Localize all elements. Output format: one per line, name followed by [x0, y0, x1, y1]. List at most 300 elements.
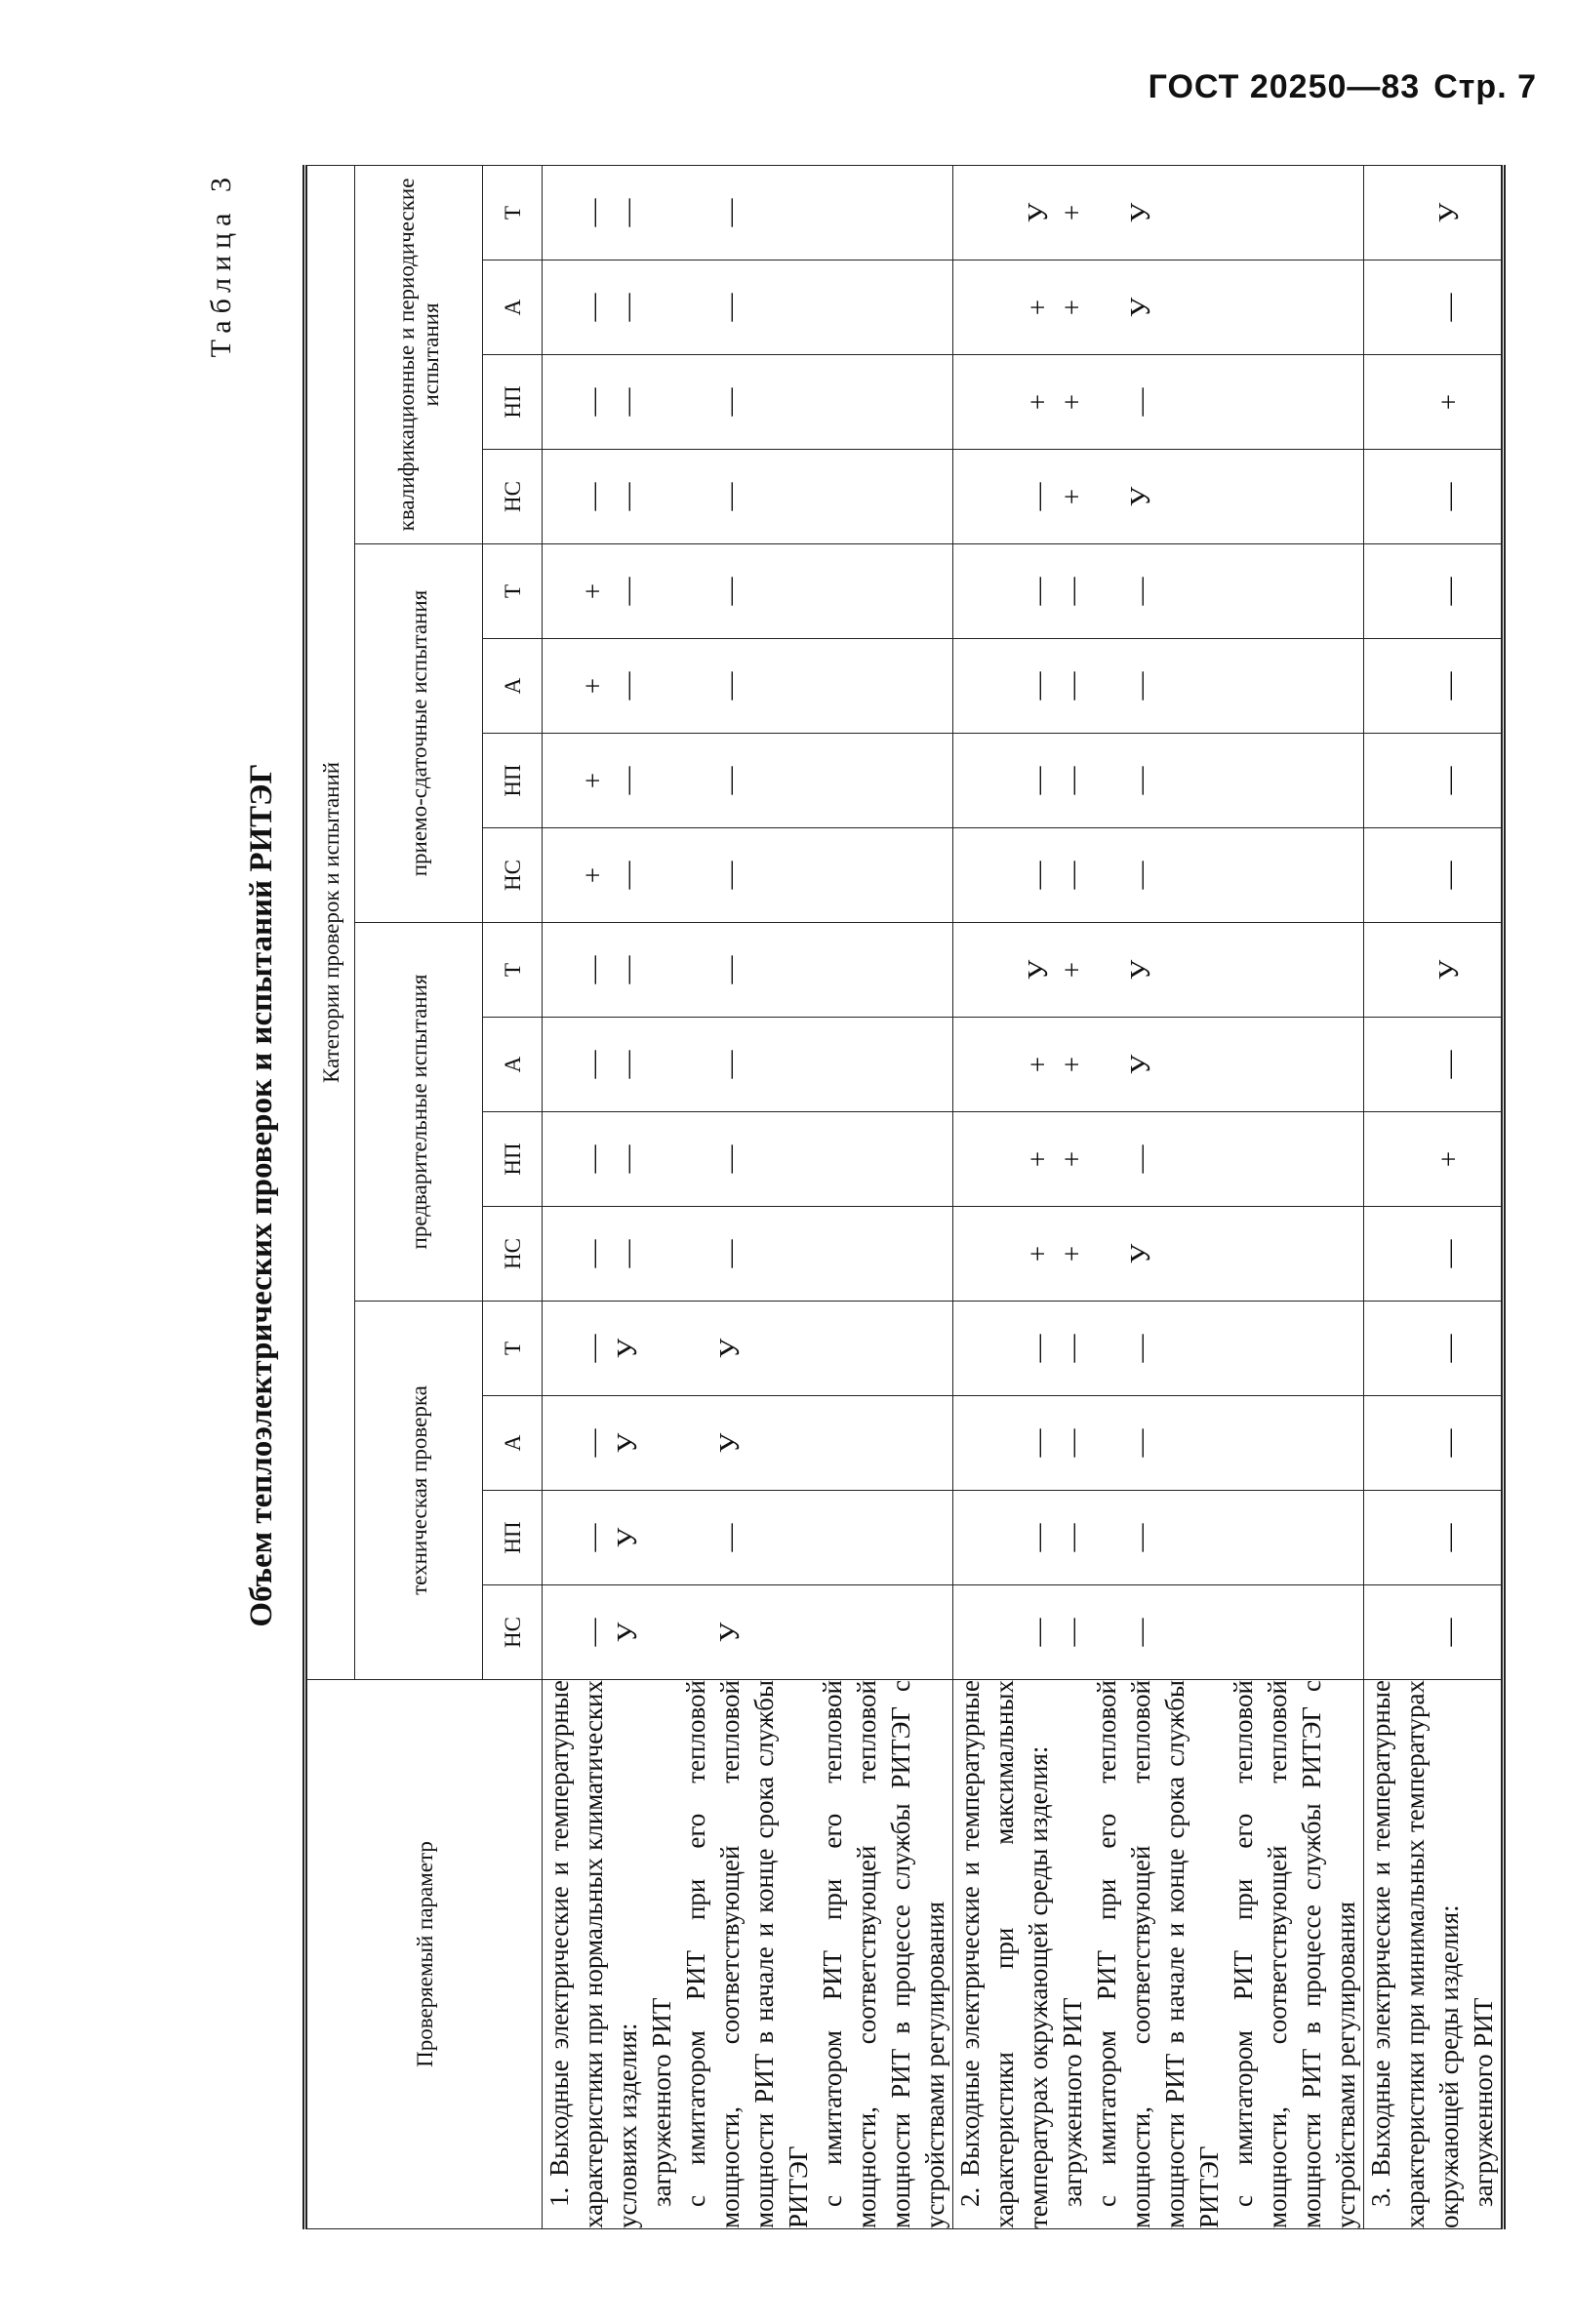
cell-mark: — [578, 387, 609, 417]
cell-mark: + [1023, 393, 1054, 411]
param-column-header: Проверяемый параметр [305, 1680, 543, 2229]
param-line: загруженного РИТ [647, 1997, 676, 2207]
table-row [953, 165, 1364, 2228]
cell-mark [988, 734, 1022, 827]
cell-mark [679, 639, 713, 733]
cell-mark [645, 1396, 679, 1490]
cell-mark [679, 1302, 713, 1395]
cell-mark: — [1433, 1239, 1465, 1268]
cell-mark [645, 355, 679, 449]
cell-mark: — [714, 1239, 746, 1268]
cell-mark: — [612, 387, 643, 417]
cell-mark: — [1433, 293, 1465, 322]
cell-mark [1090, 450, 1124, 543]
cell-mark [679, 166, 713, 260]
cell-mark: — [1125, 577, 1156, 606]
value-cell [953, 1491, 1364, 1585]
cell-mark [679, 1585, 713, 1679]
test-scope-table [302, 165, 1506, 2229]
cell-mark: — [1433, 482, 1465, 511]
cell-mark: — [1057, 1334, 1088, 1363]
cell-mark: — [578, 1050, 609, 1079]
cell-mark [679, 1112, 713, 1206]
cell-mark: — [1125, 1523, 1156, 1552]
param-cell [1364, 1680, 1504, 2229]
cell-mark [988, 450, 1022, 543]
cell-mark: — [1433, 766, 1465, 795]
subheader-cell: А [483, 260, 543, 355]
value-cell [543, 923, 953, 1018]
cell-mark: — [1433, 671, 1465, 701]
standard-number: ГОСТ 20250—83 [1148, 68, 1421, 105]
cell-mark: — [1125, 1334, 1156, 1363]
cell-mark: У [1125, 959, 1156, 981]
value-cell [1364, 1585, 1504, 1680]
value-cell [543, 1207, 953, 1302]
page-number: Стр. 7 [1433, 68, 1537, 105]
cell-mark [645, 1585, 679, 1679]
cell-mark [988, 828, 1022, 922]
value-cell [953, 1396, 1364, 1491]
cell-mark: + [1057, 204, 1088, 221]
cell-mark: — [578, 198, 609, 227]
subheader-cell: А [483, 1396, 543, 1491]
cell-mark [645, 828, 679, 922]
value-cell [543, 639, 953, 734]
value-cell [1364, 1302, 1504, 1396]
value-cell [1364, 923, 1504, 1018]
cell-mark [1364, 260, 1398, 354]
cell-mark: — [714, 577, 746, 606]
cell-mark [679, 260, 713, 354]
cell-mark [1398, 1396, 1432, 1490]
value-cell [543, 355, 953, 450]
value-cell [543, 450, 953, 544]
cell-mark: — [1433, 577, 1465, 606]
cell-mark: — [714, 198, 746, 227]
cell-mark [1398, 1207, 1432, 1301]
cell-mark [1364, 166, 1398, 260]
cell-mark [1398, 260, 1432, 354]
cell-mark: + [1433, 393, 1465, 411]
cell-mark: — [1125, 1144, 1156, 1174]
value-cell [543, 1396, 953, 1491]
cell-mark [1090, 544, 1124, 638]
subheader-cell: НС [483, 828, 543, 923]
cell-mark: У [1433, 959, 1465, 981]
subheader-cell: НП [483, 1112, 543, 1207]
value-cell [543, 1018, 953, 1112]
cell-mark: — [1125, 671, 1156, 701]
cell-mark [1364, 828, 1398, 922]
value-cell [1364, 734, 1504, 828]
cell-mark: — [612, 955, 643, 984]
subheader-cell: Т [483, 923, 543, 1018]
cell-mark [645, 260, 679, 354]
cell-mark [1398, 1302, 1432, 1395]
cell-mark [679, 828, 713, 922]
cell-mark: — [1023, 671, 1054, 701]
subheader-cell: НП [483, 355, 543, 450]
cell-mark [1398, 1491, 1432, 1584]
cell-mark [1364, 1112, 1398, 1206]
cell-mark: + [1057, 1150, 1088, 1168]
cell-mark: — [1057, 1618, 1088, 1647]
cell-mark: — [578, 1239, 609, 1268]
cell-mark [1398, 544, 1432, 638]
value-cell [543, 1302, 953, 1396]
cell-mark [1090, 1585, 1124, 1679]
cell-mark: + [1023, 1150, 1054, 1168]
cell-mark [1364, 1585, 1398, 1679]
value-cell [543, 828, 953, 923]
cell-mark [543, 639, 577, 733]
cell-mark [1398, 639, 1432, 733]
cell-mark [953, 260, 988, 354]
cell-mark [543, 1018, 577, 1111]
cell-mark: У [1125, 1243, 1156, 1264]
cell-mark [645, 1302, 679, 1395]
cell-mark [988, 355, 1022, 449]
cell-mark: — [612, 198, 643, 227]
cell-mark [988, 544, 1022, 638]
cell-mark: — [1023, 1618, 1054, 1647]
cell-mark: + [1433, 1150, 1465, 1168]
cell-mark: У [714, 1338, 746, 1359]
cell-mark [988, 260, 1022, 354]
cell-mark: — [612, 293, 643, 322]
subheader-cell: Т [483, 1302, 543, 1396]
cell-mark: У [1023, 959, 1054, 981]
cell-mark [1398, 450, 1432, 543]
cell-mark [679, 734, 713, 827]
cell-mark: — [578, 1618, 609, 1647]
cell-mark: + [1023, 1056, 1054, 1073]
cell-mark [543, 1585, 577, 1679]
cell-mark: — [714, 293, 746, 322]
cell-mark [645, 639, 679, 733]
cell-mark: — [578, 1144, 609, 1174]
cell-mark: + [1023, 1245, 1054, 1262]
value-cell [1364, 165, 1504, 260]
cell-mark [1398, 1018, 1432, 1111]
cell-mark [1090, 1302, 1124, 1395]
cell-mark: — [1023, 766, 1054, 795]
value-cell [953, 544, 1364, 639]
cell-mark: + [1057, 488, 1088, 505]
cell-mark [543, 828, 577, 922]
cell-mark: — [612, 1239, 643, 1268]
param-line: загруженного РИТ [1469, 1997, 1498, 2207]
cell-mark [645, 1112, 679, 1206]
group-header-acceptance: приемо-сдаточные испытания [355, 544, 483, 923]
cell-mark: — [1433, 861, 1465, 890]
cell-mark: — [578, 482, 609, 511]
value-cell [543, 260, 953, 355]
cell-mark [1090, 166, 1124, 260]
table-label: Таблица 3 [205, 171, 237, 358]
cell-mark: — [1125, 766, 1156, 795]
cell-mark [1364, 1491, 1398, 1584]
cell-mark [543, 1491, 577, 1584]
value-cell [1364, 544, 1504, 639]
cell-mark [645, 734, 679, 827]
cell-mark: — [1057, 671, 1088, 701]
cell-mark [1398, 1112, 1432, 1206]
category-header: Категории проверок и испытаний [305, 165, 355, 1679]
cell-mark: — [1433, 1618, 1465, 1647]
cell-mark: — [714, 861, 746, 890]
value-cell [953, 828, 1364, 923]
cell-mark [679, 544, 713, 638]
cell-mark: У [1125, 202, 1156, 223]
subheader-cell: НП [483, 734, 543, 828]
cell-mark [953, 1112, 988, 1206]
cell-mark: — [1023, 482, 1054, 511]
value-cell [543, 1585, 953, 1680]
cell-mark: — [1023, 1334, 1054, 1363]
cell-mark [1364, 1207, 1398, 1301]
cell-mark: — [1057, 577, 1088, 606]
cell-mark: У [612, 1432, 643, 1454]
group-header-preliminary: предварительные испытания [355, 923, 483, 1302]
cell-mark [953, 1207, 988, 1301]
cell-mark: — [1057, 766, 1088, 795]
cell-mark: — [1023, 1428, 1054, 1458]
cell-mark: У [1125, 297, 1156, 318]
group-header-qualification: квалификационные и периодические испытания [355, 165, 483, 543]
value-cell [1364, 260, 1504, 355]
cell-mark [988, 166, 1022, 260]
cell-mark: — [578, 1428, 609, 1458]
subheader-cell: НП [483, 1491, 543, 1585]
cell-mark: — [1125, 387, 1156, 417]
cell-mark: — [714, 766, 746, 795]
cell-mark: — [1433, 1523, 1465, 1552]
value-cell [953, 1207, 1364, 1302]
cell-mark [645, 166, 679, 260]
cell-mark [1364, 1396, 1398, 1490]
cell-mark [953, 923, 988, 1017]
cell-mark: — [612, 1050, 643, 1079]
cell-mark [1090, 1112, 1124, 1206]
cell-mark [1364, 923, 1398, 1017]
cell-mark [988, 1585, 1022, 1679]
cell-mark [1398, 1585, 1432, 1679]
cell-mark [988, 1396, 1022, 1490]
cell-mark: У [612, 1338, 643, 1359]
cell-mark [1090, 1396, 1124, 1490]
cell-mark [1090, 355, 1124, 449]
cell-mark: У [612, 1527, 643, 1548]
cell-mark [1398, 734, 1432, 827]
value-cell [953, 923, 1364, 1018]
param-line: 1. Выходные электрические и температурные характеристики при нормальных климатических условиях изделия: [544, 1680, 642, 2228]
value-cell [543, 1491, 953, 1585]
cell-mark: У [1023, 202, 1054, 223]
cell-mark: — [612, 482, 643, 511]
cell-mark: + [578, 772, 609, 789]
cell-mark: У [1125, 1054, 1156, 1075]
cell-mark: + [1057, 1245, 1088, 1262]
cell-mark: — [578, 1523, 609, 1552]
cell-mark [1364, 1018, 1398, 1111]
cell-mark [953, 1302, 988, 1395]
cell-mark: У [612, 1622, 643, 1643]
table-body [543, 165, 1504, 2228]
cell-mark [1398, 923, 1432, 1017]
cell-mark: У [1433, 202, 1465, 223]
value-cell [1364, 828, 1504, 923]
group-header-technical: техническая проверка [355, 1302, 483, 1680]
subheader-cell: НС [483, 450, 543, 544]
value-cell [1364, 1207, 1504, 1302]
value-cell [543, 1112, 953, 1207]
cell-mark [679, 1018, 713, 1111]
rotated-table-block [205, 146, 1498, 2244]
cell-mark: — [714, 1050, 746, 1079]
cell-mark [645, 923, 679, 1017]
cell-mark [1090, 734, 1124, 827]
cell-mark: — [612, 671, 643, 701]
cell-mark: — [714, 1523, 746, 1552]
cell-mark: — [1023, 861, 1054, 890]
value-cell [543, 544, 953, 639]
cell-mark [543, 1112, 577, 1206]
cell-mark: — [612, 577, 643, 606]
cell-mark [543, 260, 577, 354]
cell-mark [679, 1207, 713, 1301]
value-cell [953, 1112, 1364, 1207]
param-line: с имитатором РИТ при его тепловой мощности, соответствующей тепловой мощности РИТ в начале и конце срока службы РИТЭГ [1092, 1680, 1224, 2228]
cell-mark [988, 1112, 1022, 1206]
value-cell [1364, 1396, 1504, 1491]
value-cell [543, 734, 953, 828]
cell-mark [1090, 1018, 1124, 1111]
cell-mark [543, 1396, 577, 1490]
cell-mark [1364, 450, 1398, 543]
cell-mark [645, 1018, 679, 1111]
cell-mark: + [1057, 393, 1088, 411]
cell-mark [679, 1491, 713, 1584]
cell-mark: + [1057, 1056, 1088, 1073]
subheader-cell: НС [483, 1585, 543, 1680]
cell-mark: + [578, 582, 609, 600]
cell-mark: У [714, 1622, 746, 1643]
cell-mark: — [1057, 1523, 1088, 1552]
value-cell [1364, 1018, 1504, 1112]
value-cell [953, 1585, 1364, 1680]
value-cell [953, 165, 1364, 260]
cell-mark [543, 166, 577, 260]
cell-mark [679, 1396, 713, 1490]
value-cell [953, 734, 1364, 828]
cell-mark [988, 1018, 1022, 1111]
cell-mark [1364, 1302, 1398, 1395]
cell-mark [679, 923, 713, 1017]
subheader-cell: Т [483, 544, 543, 639]
cell-mark [645, 1491, 679, 1584]
cell-mark [953, 166, 988, 260]
cell-mark [953, 828, 988, 922]
cell-mark [1090, 828, 1124, 922]
cell-mark [543, 734, 577, 827]
cell-mark: — [1125, 1618, 1156, 1647]
cell-mark [645, 450, 679, 543]
cell-mark [1398, 828, 1432, 922]
value-cell [1364, 1112, 1504, 1207]
cell-mark [988, 923, 1022, 1017]
cell-mark [543, 544, 577, 638]
cell-mark [988, 1302, 1022, 1395]
cell-mark: — [1125, 1428, 1156, 1458]
cell-mark: — [612, 861, 643, 890]
cell-mark [543, 450, 577, 543]
cell-mark: — [1125, 861, 1156, 890]
cell-mark: + [1023, 299, 1054, 316]
cell-mark: — [714, 671, 746, 701]
cell-mark [953, 639, 988, 733]
cell-mark [645, 1207, 679, 1301]
cell-mark: — [1433, 1050, 1465, 1079]
cell-mark [1090, 1491, 1124, 1584]
param-line: с имитатором РИТ при его тепловой мощности, соответствующей тепловой мощности РИТ в начале и конце срока службы РИТЭГ [681, 1680, 813, 2228]
cell-mark: + [1057, 961, 1088, 979]
cell-mark: — [1433, 1334, 1465, 1363]
cell-mark [953, 734, 988, 827]
cell-mark: — [578, 955, 609, 984]
param-cell [953, 1680, 1364, 2229]
param-line: загруженного РИТ [1058, 1997, 1087, 2207]
cell-mark: — [714, 482, 746, 511]
cell-mark [953, 1018, 988, 1111]
page-header [1135, 68, 1537, 106]
cell-mark [1398, 355, 1432, 449]
cell-mark [1090, 923, 1124, 1017]
table-title: Объем теплоэлектрических проверок и испытаний РИТЭГ [244, 763, 279, 1627]
cell-mark [1364, 355, 1398, 449]
subheader-cell: А [483, 1018, 543, 1112]
cell-mark [1398, 166, 1432, 260]
cell-mark [543, 1207, 577, 1301]
table-row [543, 165, 953, 2228]
value-cell [953, 1302, 1364, 1396]
cell-mark: — [1057, 861, 1088, 890]
cell-mark: — [612, 766, 643, 795]
cell-mark [1090, 639, 1124, 733]
cell-mark [543, 923, 577, 1017]
cell-mark [679, 355, 713, 449]
cell-mark [543, 355, 577, 449]
value-cell [1364, 639, 1504, 734]
cell-mark: + [578, 866, 609, 884]
value-cell [1364, 450, 1504, 544]
cell-mark [645, 544, 679, 638]
cell-mark: — [578, 293, 609, 322]
cell-mark [1364, 734, 1398, 827]
cell-mark [1090, 260, 1124, 354]
cell-mark: — [1023, 1523, 1054, 1552]
cell-mark [1364, 544, 1398, 638]
cell-mark: У [714, 1432, 746, 1454]
cell-mark: — [612, 1144, 643, 1174]
cell-mark: — [1057, 1428, 1088, 1458]
cell-mark [988, 1491, 1022, 1584]
value-cell [953, 1018, 1364, 1112]
cell-mark: + [578, 677, 609, 695]
cell-mark [953, 355, 988, 449]
subheader-cell: А [483, 639, 543, 734]
